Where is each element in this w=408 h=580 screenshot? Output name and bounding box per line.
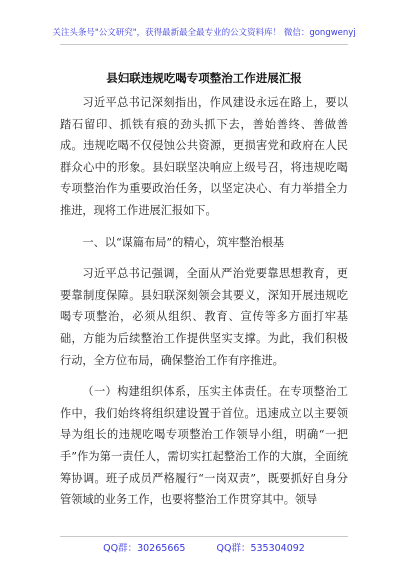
document-body	[60, 92, 348, 511]
section-heading-1: 一、以“谋篇布局”的精心，筑牢整治根基	[82, 235, 285, 249]
document-title: 县妇联违规吃喝专项整治工作进展汇报	[106, 71, 302, 85]
header-divider	[60, 44, 348, 45]
footer-qq-group-2: QQ群：535304092	[216, 543, 305, 554]
footer-divider	[60, 536, 348, 537]
paragraph-section-1: 习近平总书记强调，全面从严治党要靠思想教育，更要靠制度保障。县妇联深刻领会其要义，深知开展违规吃喝专项整治，必须从组织、教育、宣传等多方面打牢基础，方能为后续整治工作提供坚实支撑。为此，我们积极行动，全方位布局，确保整治工作有序推进。	[60, 267, 348, 367]
paragraph-intro: 习近平总书记深刻指出，作风建设永远在路上，要以踏石留印、抓铁有痕的劲头抓下去，善始善终、善做善成。违规吃喝不仅侵蚀公共资源，更损害党和政府在人民群众心中的形象。县妇联坚决响应上级号召，将违规吃喝专项整治作为重要政治任务，以坚定决心、有力举措全力推进，现将工作进展汇报如下。	[60, 96, 348, 217]
footer-qq-group-1: QQ群：30265665	[103, 543, 186, 554]
paragraph-subsection-1: （一）构建组织体系，压实主体责任。在专项整治工作中，我们始终将组织建设置于首位。迅速成立以主要领导为组长的违规吃喝专项整治工作领导小组，明确“一把手”作为第一责任人，需切实扛起整治工作的大旗，全面统筹协调。班子成员严格履行“一岗双责”，既要抓好自身分管领域的业务工作，也要将整治工作贯穿其中。领导	[60, 385, 348, 507]
page-header: 关注头条号"公文研究"，获得最新最全最专业的公文资料库！ 微信：gongwenyj	[52, 28, 356, 38]
page-footer	[0, 540, 408, 554]
